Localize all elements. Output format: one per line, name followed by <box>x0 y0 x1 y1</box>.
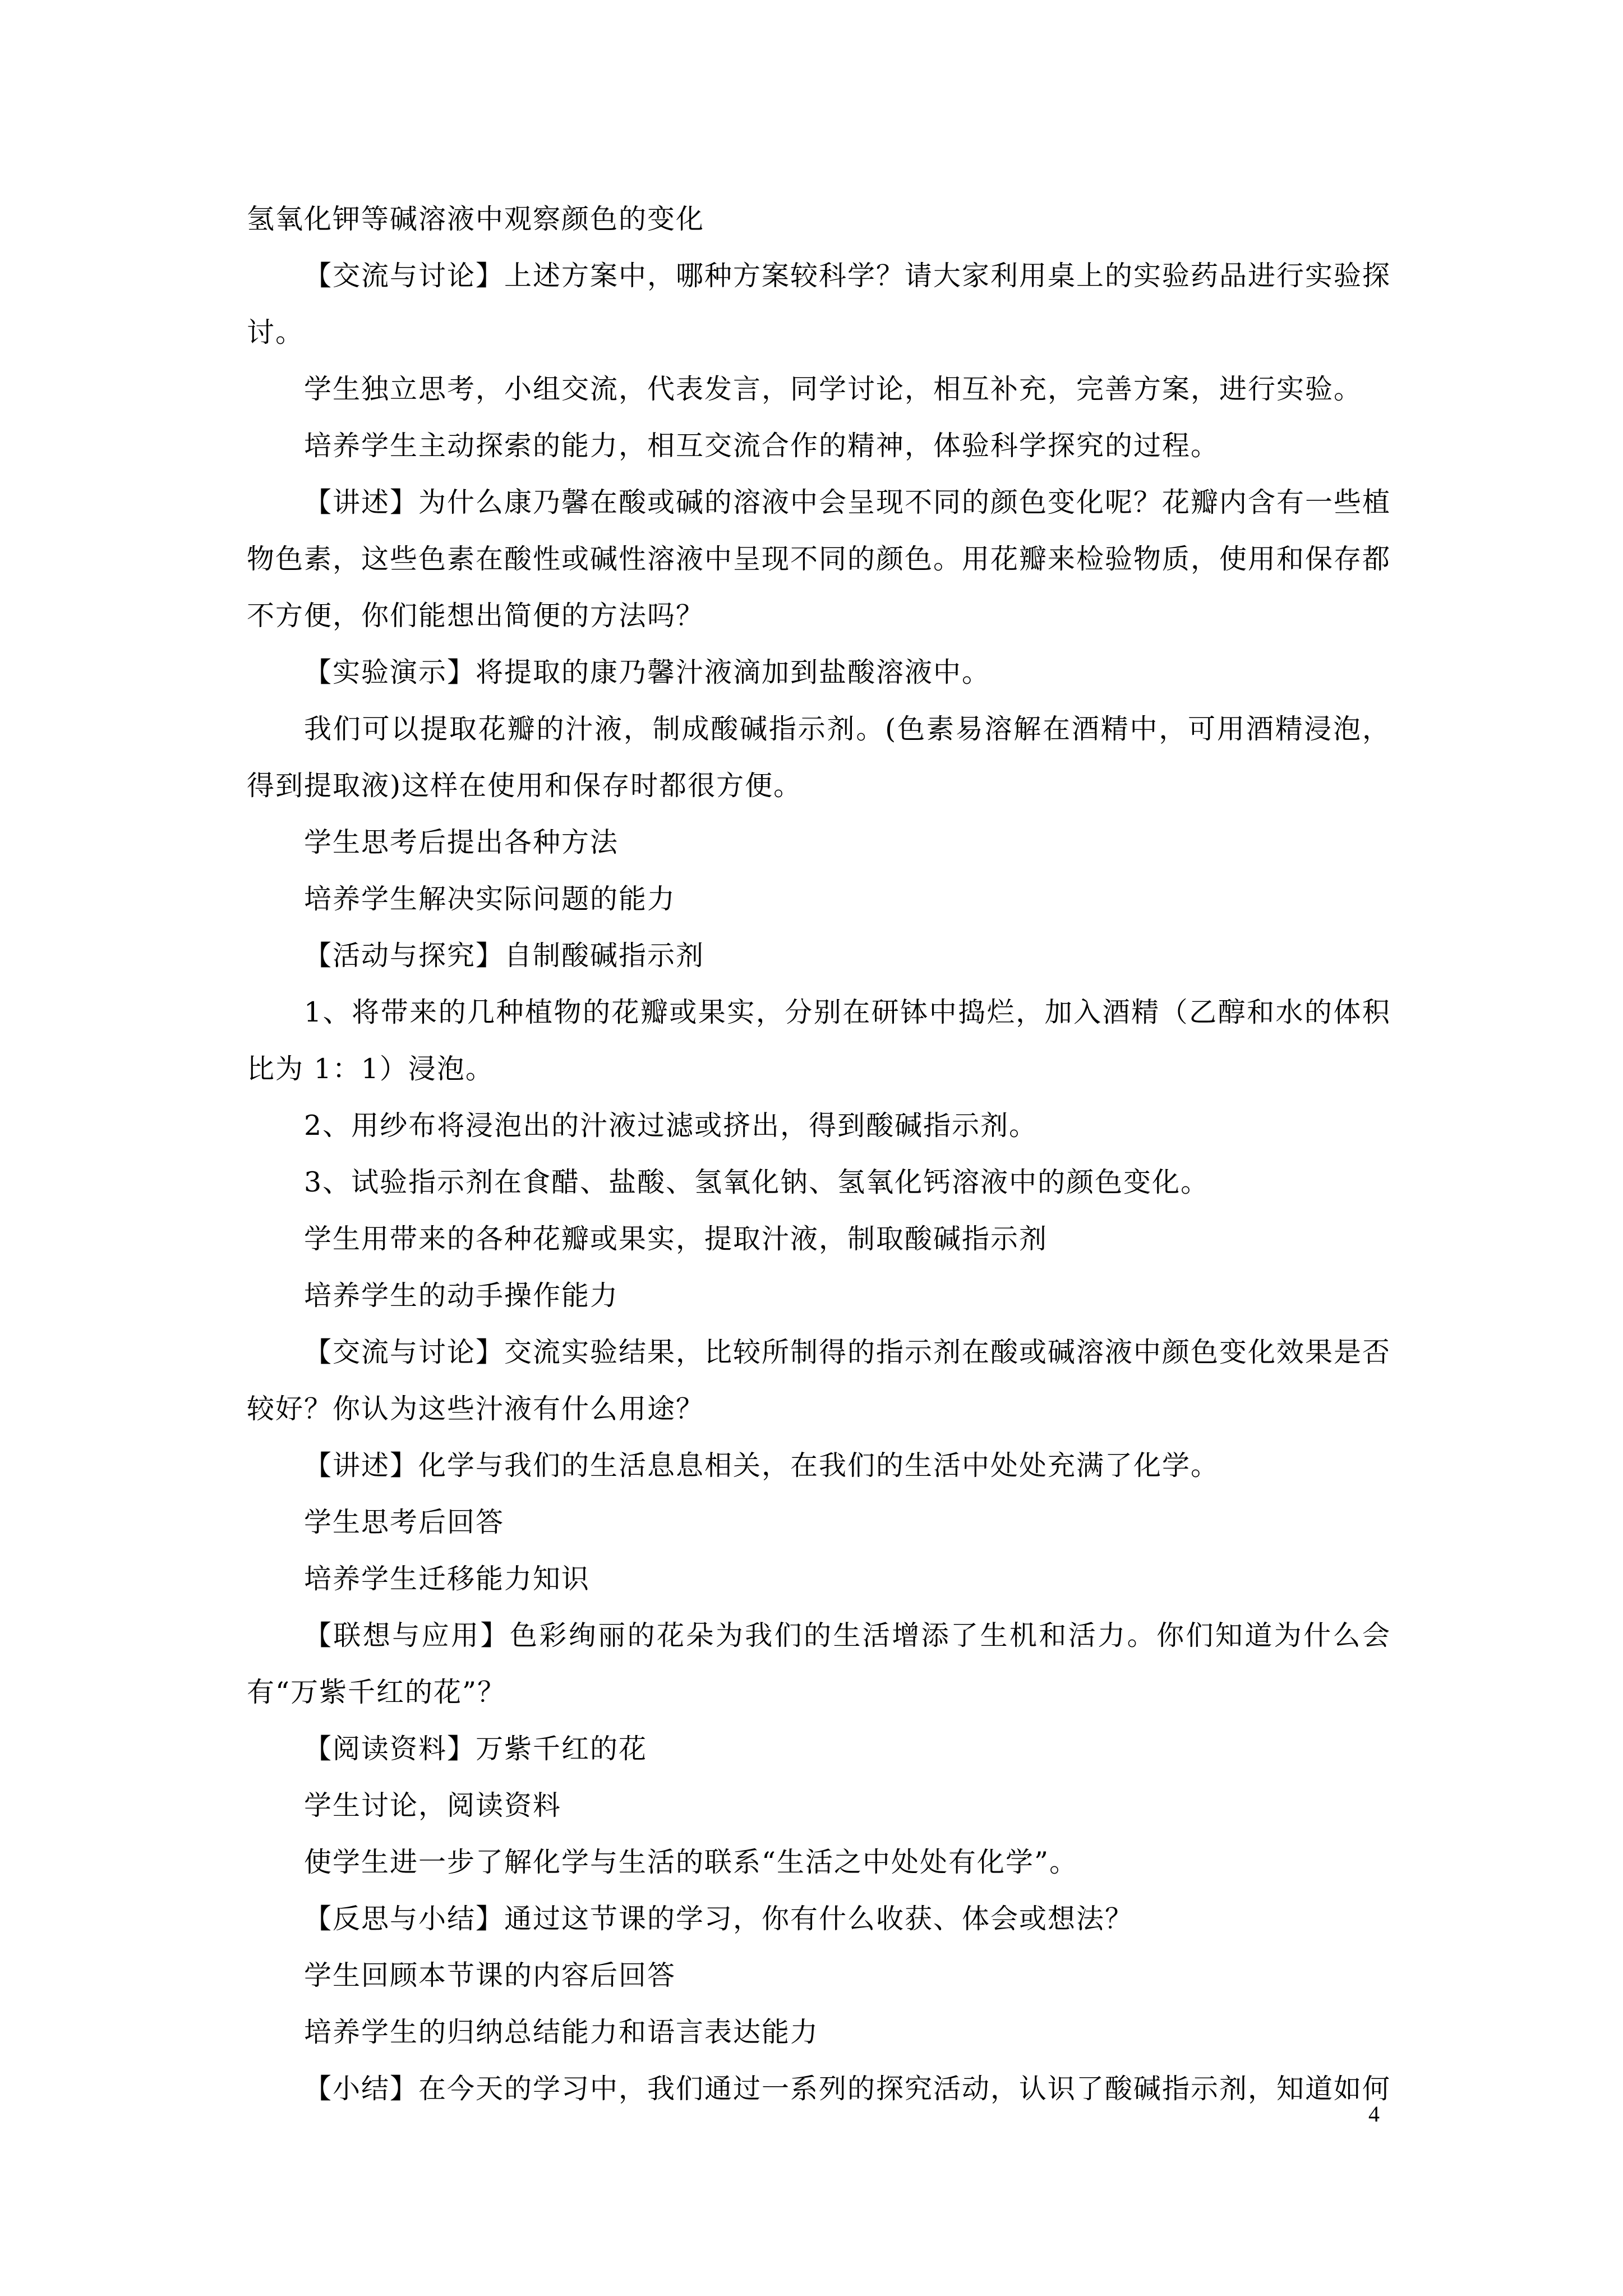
paragraph-5: 【讲述】为什么康乃馨在酸或碱的溶液中会呈现不同的颜色变化呢？花瓣内含有一些植物色素，这些色素在酸性或碱性溶液中呈现不同的颜色。用花瓣来检验物质，使用和保存都不方便，你们能想出简便的方法吗？ <box>247 486 1391 632</box>
paragraph-15: 培养学生的动手操作能力 <box>304 1280 619 1312</box>
paragraph-13: 3、试验指示剂在食醋、盐酸、氢氧化钠、氢氧化钙溶液中的颜色变化。 <box>304 1166 1210 1198</box>
paragraph-14: 学生用带来的各种花瓣或果实，提取汁液，制取酸碱指示剂 <box>304 1223 1048 1255</box>
paragraph-23: 使学生进一步了解化学与生活的联系“生活之中处处有化学”。 <box>304 1846 1078 1878</box>
paragraph-7: 我们可以提取花瓣的汁液，制成酸碱指示剂。(色素易溶解在酒精中，可用酒精浸泡，得到提取液)这样在使用和保存时都很方便。 <box>247 713 1391 802</box>
document-body <box>247 191 1391 2117</box>
paragraph-24: 【反思与小结】通过这节课的学习，你有什么收获、体会或想法？ <box>304 1903 1134 1935</box>
paragraph-25: 学生回顾本节课的内容后回答 <box>304 1959 676 1991</box>
paragraph-10: 【活动与探究】自制酸碱指示剂 <box>304 940 705 972</box>
paragraph-12: 2、用纱布将浸泡出的汁液过滤或挤出，得到酸碱指示剂。 <box>304 1110 1038 1142</box>
paragraph-22: 学生讨论，阅读资料 <box>304 1789 562 1821</box>
paragraph-26: 培养学生的归纳总结能力和语言表达能力 <box>304 2016 819 2048</box>
paragraph-20: 【联想与应用】色彩绚丽的花朵为我们的生活增添了生机和活力。你们知道为什么会有“万紫千红的花”？ <box>247 1619 1391 1708</box>
paragraph-19: 培养学生迁移能力知识 <box>304 1563 591 1595</box>
paragraph-21: 【阅读资料】万紫千红的花 <box>304 1733 648 1765</box>
paragraph-9: 培养学生解决实际问题的能力 <box>304 883 676 915</box>
paragraph-2: 【交流与讨论】上述方案中，哪种方案较科学？请大家利用桌上的实验药品进行实验探讨。 <box>247 260 1391 348</box>
paragraph-6: 【实验演示】将提取的康乃馨汁液滴加到盐酸溶液中。 <box>304 656 991 688</box>
paragraph-8: 学生思考后提出各种方法 <box>304 826 619 858</box>
paragraph-27: 【小结】在今天的学习中，我们通过一系列的探究活动，认识了酸碱指示剂，知道如何 <box>304 2073 1391 2105</box>
paragraph-1: 氢氧化钾等碱溶液中观察颜色的变化 <box>247 203 705 235</box>
paragraph-11: 1、将带来的几种植物的花瓣或果实，分别在研钵中捣烂，加入酒精（乙醇和水的体积比为 1：1）浸泡。 <box>247 996 1391 1085</box>
paragraph-4: 培养学生主动探索的能力，相互交流合作的精神，体验科学探究的过程。 <box>304 430 1220 462</box>
paragraph-3: 学生独立思考，小组交流，代表发言，同学讨论，相互补充，完善方案，进行实验。 <box>304 373 1363 405</box>
paragraph-17: 【讲述】化学与我们的生活息息相关，在我们的生活中处处充满了化学。 <box>304 1450 1220 1481</box>
paragraph-16: 【交流与讨论】交流实验结果，比较所制得的指示剂在酸或碱溶液中颜色变化效果是否较好？你认为这些汁液有什么用途？ <box>247 1336 1391 1425</box>
paragraph-18: 学生思考后回答 <box>304 1506 505 1538</box>
page-number: 4 <box>1368 2101 1380 2127</box>
